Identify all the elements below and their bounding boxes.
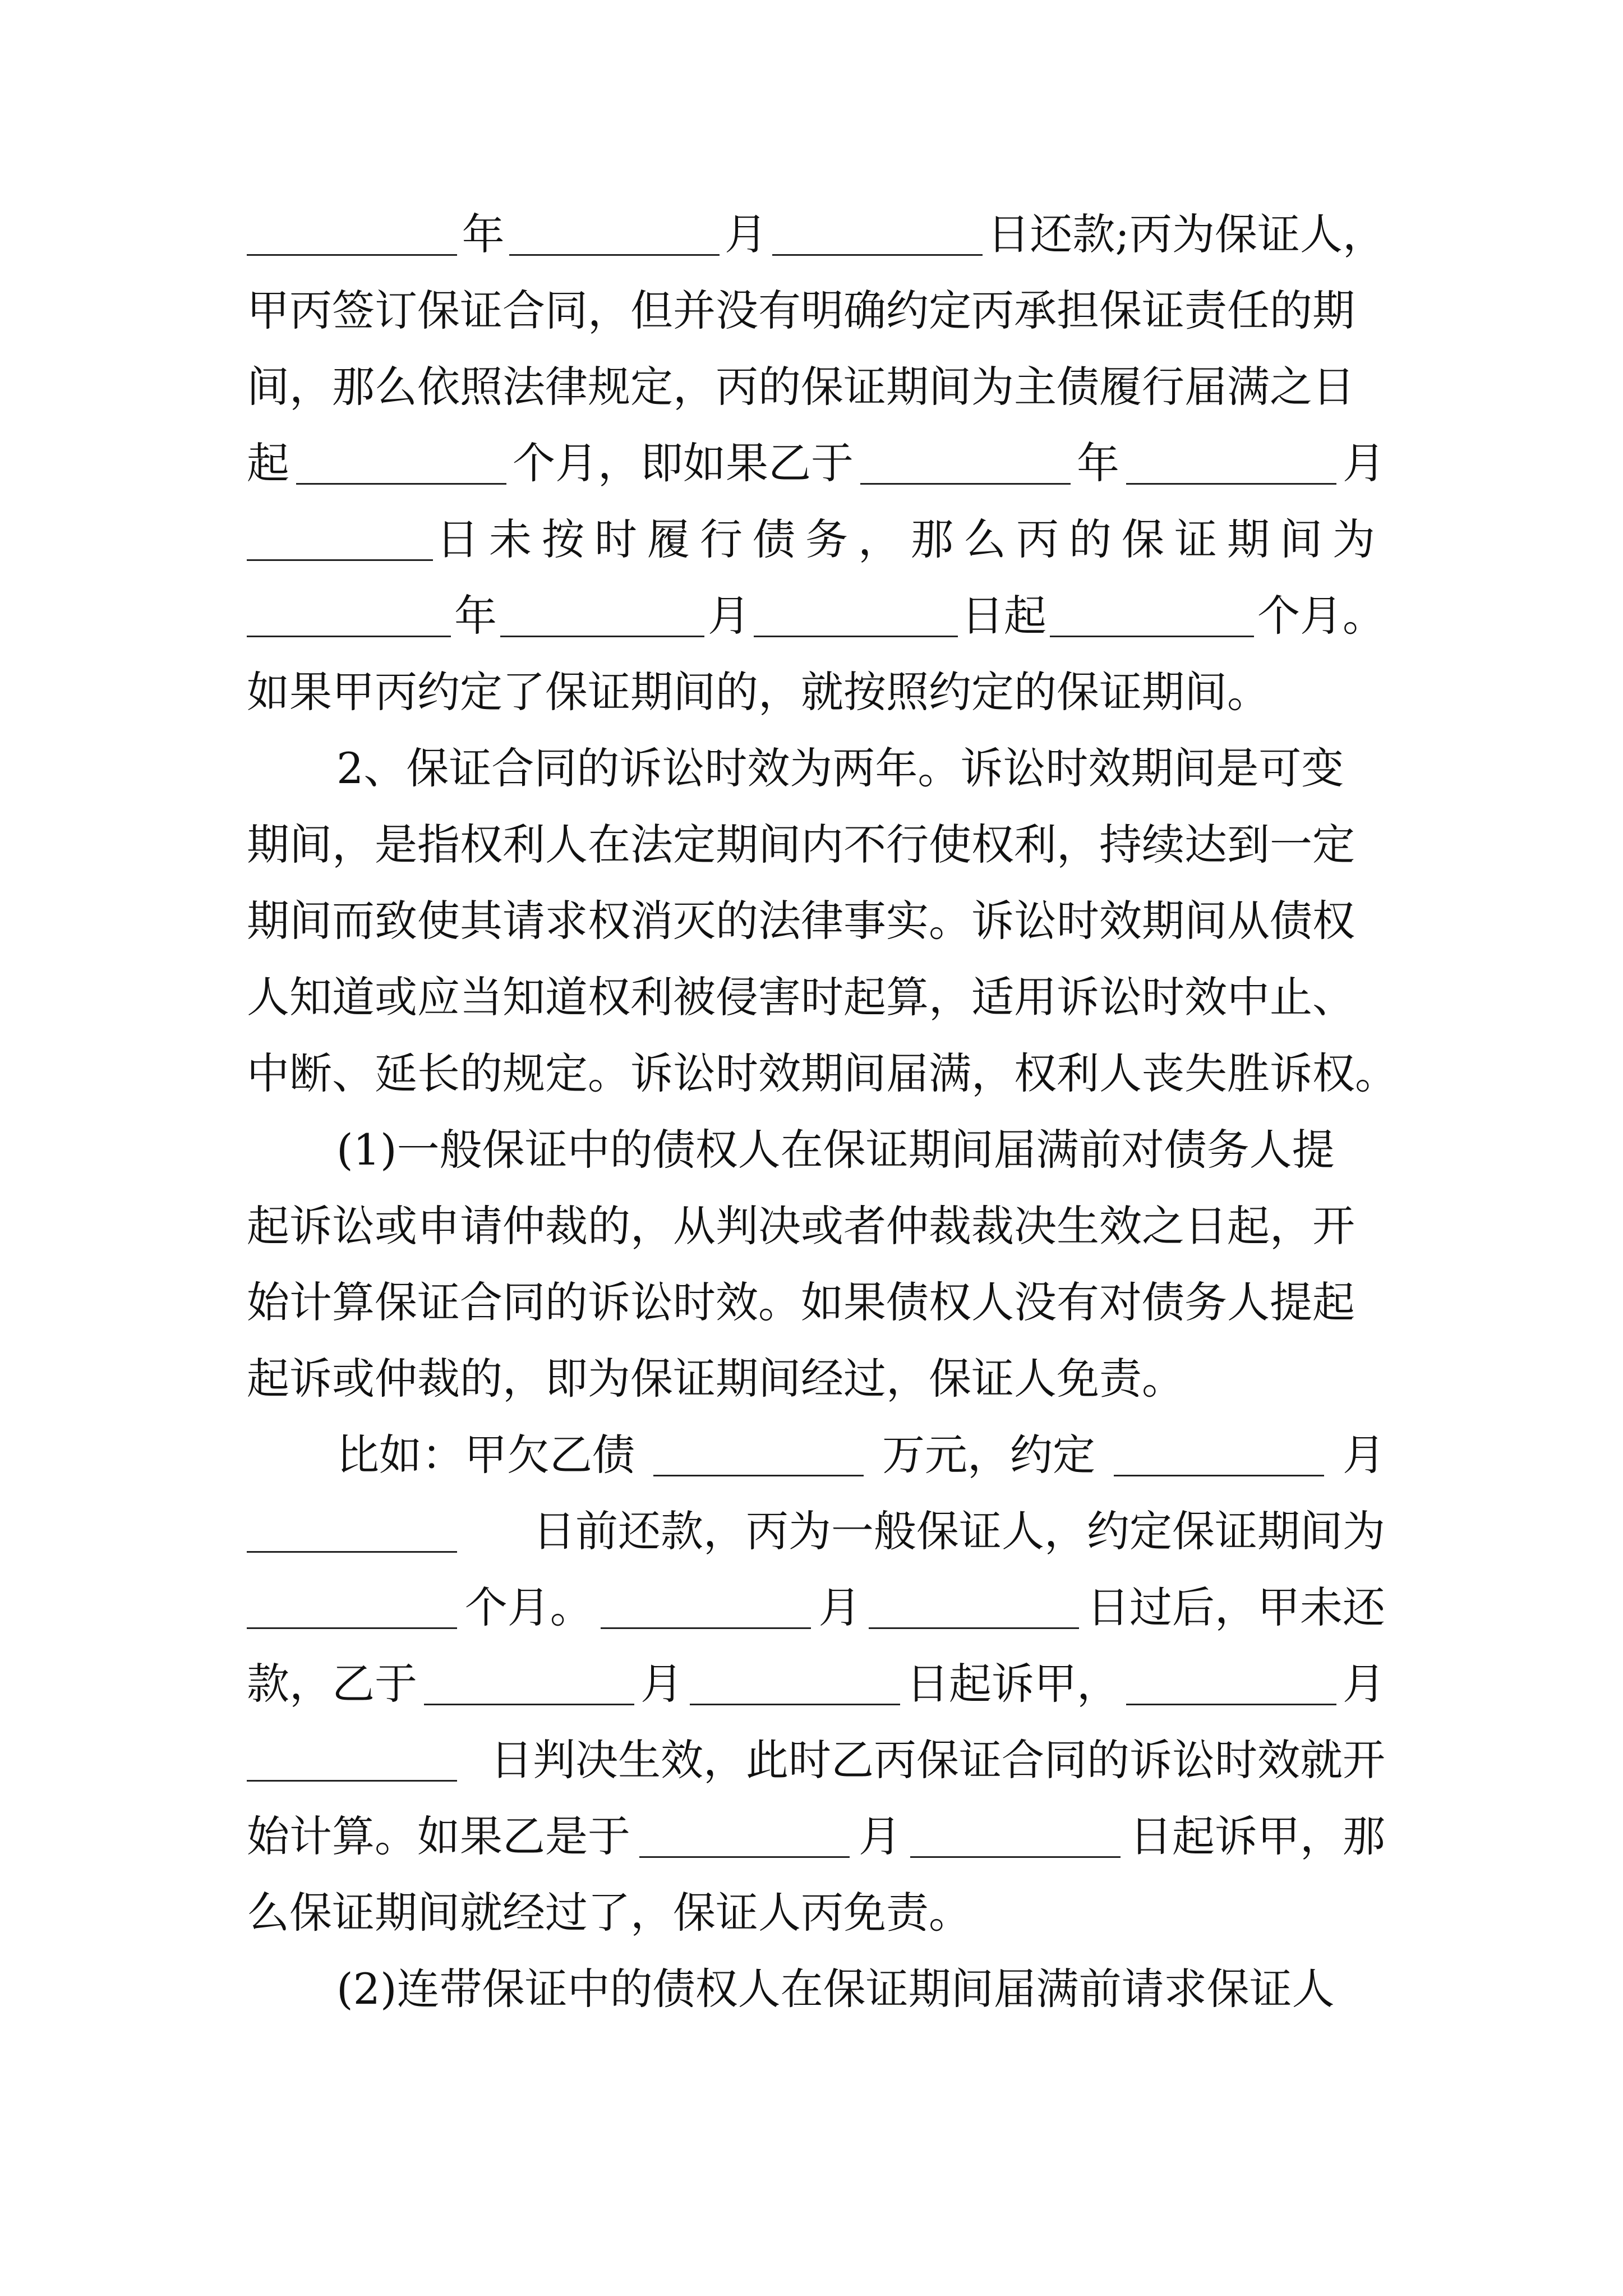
- text-segment: 起诉讼或申请仲裁的，从判决或者仲裁裁决生效之日起，开: [247, 1201, 1355, 1251]
- document-page: [247, 209, 1398, 2044]
- text-line: [247, 1659, 1385, 1739]
- text-segment: 日判决生效，此时乙丙保证合同的诉讼时效就开: [490, 1735, 1385, 1785]
- text-segment: 日还款;丙为保证人，: [987, 209, 1385, 259]
- text-segment: 如果甲丙约定了保证期间的，就按照约定的保证期间。: [247, 667, 1270, 717]
- fill-blank: [424, 1663, 634, 1705]
- text-line: [247, 743, 1385, 823]
- text-segment: 比如：甲欠乙债: [336, 1430, 635, 1480]
- text-segment: 起: [247, 438, 289, 488]
- text-segment: 个月，即如果乙于: [513, 438, 854, 488]
- text-segment: 始计算。如果乙是于: [247, 1811, 630, 1861]
- text-segment: 月: [1343, 1430, 1385, 1480]
- text-segment: 中断、延长的规定。诉讼时效期间届满，权利人丧失胜诉权。: [247, 1048, 1398, 1098]
- text-line: [247, 896, 1385, 976]
- text-segment: 万元，约定: [882, 1430, 1095, 1480]
- text-segment: 日过后，甲未还: [1086, 1582, 1385, 1632]
- text-segment: 个月。: [1257, 591, 1385, 641]
- fill-blank: [247, 1739, 457, 1782]
- text-line: [247, 1048, 1398, 1129]
- text-segment: 期间，是指权利人在法定期间内不行使权利，持续达到一定: [247, 820, 1355, 869]
- text-segment: 期间而致使其请求权消灭的法律事实。诉讼时效期间从债权: [247, 896, 1355, 946]
- text-line: [247, 1277, 1385, 1358]
- text-line: [247, 1888, 1385, 1968]
- text-segment: 月: [725, 209, 768, 259]
- text-segment: 始计算保证合同的诉讼时效。如果债权人没有对债务人提起: [247, 1277, 1355, 1327]
- fill-blank: [869, 1586, 1079, 1629]
- text-segment: 月: [1343, 438, 1385, 488]
- text-segment: 月: [640, 1659, 683, 1709]
- fill-blank: [653, 1434, 864, 1476]
- text-line: [247, 1811, 1385, 1892]
- fill-blank: [1126, 442, 1336, 485]
- text-line: [247, 591, 1385, 671]
- text-segment: 款，乙于: [247, 1659, 417, 1709]
- fill-blank: [860, 442, 1071, 485]
- text-line: [247, 209, 1385, 289]
- text-segment: 日起诉甲，那: [1129, 1811, 1385, 1861]
- text-segment: (1)一般保证中的债权人在保证期间届满前对债务人提: [336, 1125, 1335, 1175]
- fill-blank: [500, 595, 704, 637]
- text-line: [247, 438, 1385, 518]
- text-line: [247, 972, 1385, 1052]
- text-segment: 人知道或应当知道权利被侵害时起算，适用诉讼时效中止、: [247, 972, 1355, 1022]
- text-segment: (2)连带保证中的债权人在保证期间届满前请求保证人: [336, 1964, 1335, 2014]
- text-segment: 日起诉甲，: [906, 1659, 1119, 1709]
- fill-blank: [247, 1586, 457, 1629]
- text-line: [247, 1735, 1385, 1815]
- text-line: [247, 1354, 1385, 1434]
- fill-blank: [509, 213, 720, 256]
- text-line: [247, 1430, 1385, 1510]
- text-line: [247, 286, 1385, 366]
- fill-blank: [1050, 595, 1254, 637]
- text-line: [247, 1125, 1385, 1205]
- fill-blank: [1126, 1663, 1336, 1705]
- fill-blank: [247, 518, 433, 561]
- text-segment: 月: [818, 1582, 861, 1632]
- text-line: [247, 362, 1385, 442]
- fill-blank: [247, 213, 457, 256]
- text-segment: 月: [1343, 1659, 1385, 1709]
- text-segment: 个月。: [464, 1582, 593, 1632]
- text-line: [247, 1582, 1385, 1663]
- fill-blank: [1114, 1434, 1324, 1476]
- fill-blank: [910, 1815, 1121, 1858]
- text-segment: 月: [859, 1811, 901, 1861]
- text-segment: 起诉或仲裁的，即为保证期间经过，保证人免责。: [247, 1354, 1184, 1404]
- text-segment: 日未按时履行债务，那么丙的保证期间为: [436, 514, 1385, 564]
- text-line: [247, 1506, 1385, 1586]
- text-segment: 甲丙签订保证合同，但并没有明确约定丙承担保证责任的期: [247, 286, 1355, 335]
- text-line: [247, 667, 1385, 747]
- text-line: [247, 1964, 1385, 2044]
- text-segment: 间，那么依照法律规定，丙的保证期间为主债履行届满之日: [247, 362, 1355, 412]
- text-segment: 年: [454, 591, 497, 641]
- fill-blank: [772, 213, 983, 256]
- text-line: [247, 820, 1385, 900]
- fill-blank: [690, 1663, 900, 1705]
- text-segment: 年: [462, 209, 505, 259]
- fill-blank: [639, 1815, 850, 1858]
- text-segment: 2、保证合同的诉讼时效为两年。诉讼时效期间是可变: [336, 743, 1344, 793]
- fill-blank: [296, 442, 506, 485]
- text-segment: 日起: [961, 591, 1046, 641]
- fill-blank: [247, 1510, 457, 1553]
- text-segment: 年: [1077, 438, 1119, 488]
- text-line: [247, 514, 1385, 595]
- text-line: [247, 1201, 1385, 1281]
- fill-blank: [247, 595, 451, 637]
- text-segment: 日前还款，丙为一般保证人，约定保证期间为: [533, 1506, 1385, 1556]
- text-segment: 么保证期间就经过了，保证人丙免责。: [247, 1888, 971, 1938]
- fill-blank: [754, 595, 958, 637]
- fill-blank: [601, 1586, 811, 1629]
- text-segment: 月: [708, 591, 750, 641]
